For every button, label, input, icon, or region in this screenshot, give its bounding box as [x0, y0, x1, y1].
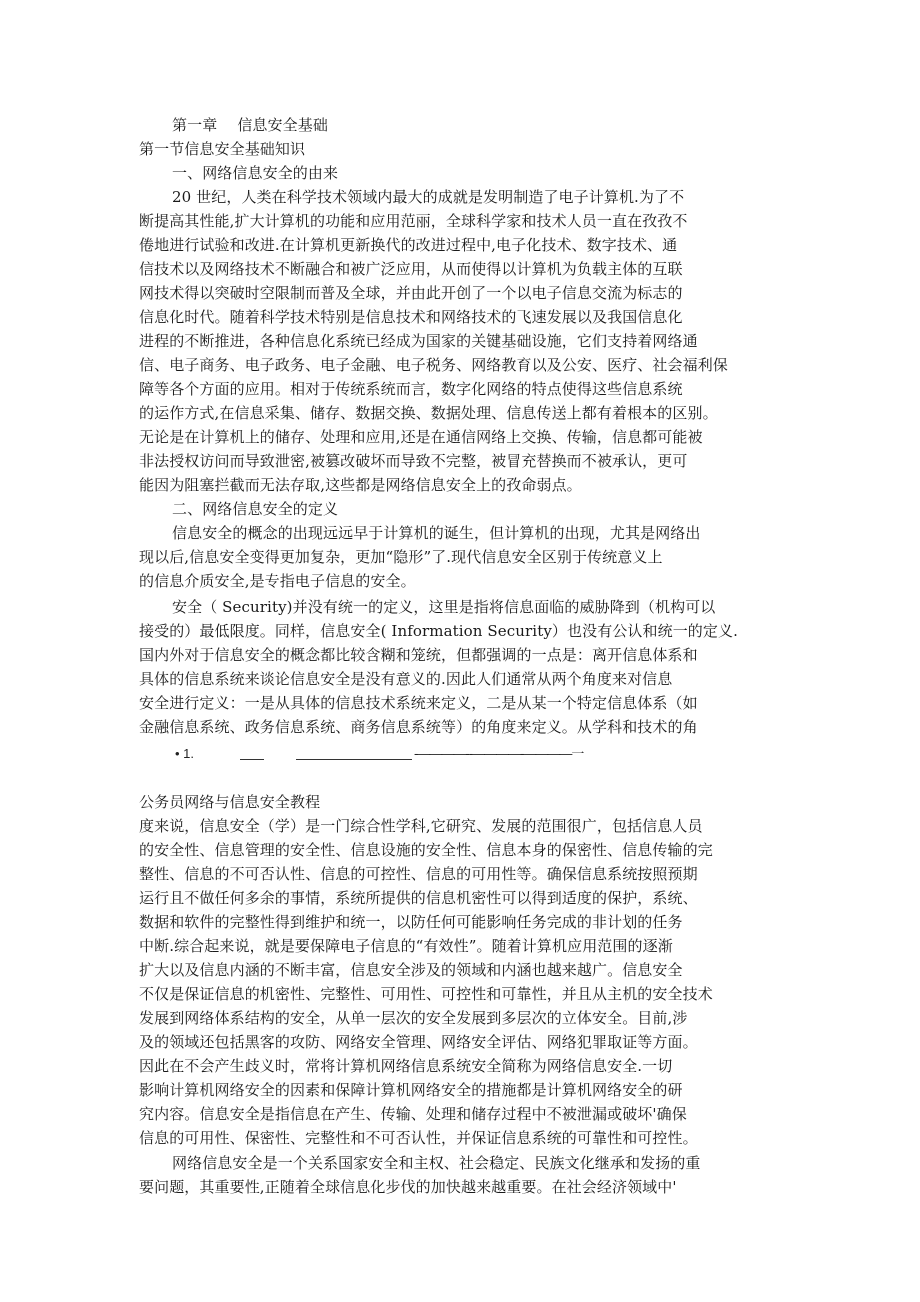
paragraph-line: 金融信息系统、政务信息系统、商务信息系统等）的角度来定义。从学科和技术的角: [139, 718, 698, 736]
chapter-heading: [172, 113, 812, 137]
paragraph-line: 具体的信息系统来谈论信息安全是没有意义的.因此人们通常从两个角度来对信息: [139, 670, 673, 688]
paragraph-line: 20 世纪，人类在科学技术领域内最大的成就是发明制造了电子计算机.为了不: [172, 188, 685, 206]
paragraph-line: 现以后,信息安全变得更加复杂，更加“隐形”了.现代信息安全区别于传统意义上: [139, 548, 663, 566]
paragraph-line: 扩大以及信息内涵的不断丰富，信息安全涉及的领域和内涵也越来越广。信息安全: [139, 961, 683, 979]
footer-dashes: -————--————-————一: [414, 746, 584, 761]
paragraph-line: 究内容。信息安全是指信息在产生、传输、处理和储存过程中不被泄漏或破坏'确保: [139, 1105, 687, 1123]
paragraph-line: 网络信息安全是一个关系国家安全和主权、社会稳定、民族文化继承和发扬的重: [172, 1154, 701, 1172]
paragraph-line: 无论是在计算机上的储存、处理和应用,还是在通信网络上交换、传输，信息都可能被: [139, 428, 703, 446]
paragraph-line: 整性、信息的不可否认性、信息的可控性、信息的可用性等。确保信息系统按照预期: [139, 865, 698, 883]
paragraph-line: 信息的可用性、保密性、完整性和不可否认性，并保证信息系统的可靠性和可控性。: [139, 1129, 698, 1147]
paragraph-line: 不仅是保证信息的机密性、完整性、可用性、可控性和可靠性，并且从主机的安全技术: [139, 985, 713, 1003]
footer-underline-short: [240, 749, 264, 760]
paragraph-line: 的安全性、信息管理的安全性、信息设施的安全性、信息本身的保密性、信息传输的完: [139, 841, 713, 859]
subsection-heading-definition: 二、网络信息安全的定义: [172, 500, 339, 518]
paragraph-line: 信息化时代。随着科学技术特别是信息技术和网络技术的飞速发展以及我国信息化: [139, 308, 683, 326]
running-title: 公务员网络与信息安全教程: [139, 793, 321, 811]
paragraph-line: 非法授权访问而导致泄密,被篡改破坏而导致不完整，被冒充替换而不被承认，更可: [139, 452, 688, 470]
paragraph-line: 信、电子商务、电子政务、电子金融、电子税务、网络教育以及公安、医疗、社会福利保: [139, 356, 728, 374]
paragraph-line: 接受的）最低限度。同样，信息安全( Information Security）也没有公认和统一的定义.: [139, 622, 738, 640]
paragraph-line: 的运作方式,在信息采集、储存、数据交换、数据处理、信息传送上都有着根本的区别。: [139, 404, 718, 422]
paragraph-line: 倦地进行试验和改进.在计算机更新换代的改进过程中,电子化技术、数字技术、通: [139, 236, 678, 254]
paragraph-line: 发展到网络体系结构的安全，从单一层次的安全发展到多层次的立体安全。目前,涉: [139, 1009, 688, 1027]
paragraph-line: 安全（ Security)并没有统一的定义，这里是指将信息面临的威胁降到（机构可以: [172, 598, 716, 616]
paragraph-line: 中断.综合起来说，就是要保障电子信息的“有效性”。随着计算机应用范围的逐渐: [139, 937, 673, 955]
paragraph-line: 进程的不断推进，各种信息化系统已经成为国家的关键基础设施，它们支持着网络通: [139, 332, 698, 350]
footer-marker: • 1.: [175, 746, 195, 761]
paragraph-line: 要问题，其重要性,正随着全球信息化步伐的加快越来越重要。在社会经济领域中': [139, 1178, 677, 1196]
paragraph-line: 网技术得以突破时空限制而普及全球，并由此开创了一个以电子信息交流为标志的: [139, 284, 683, 302]
subsection-heading-origin: 一、网络信息安全的由来: [172, 164, 339, 182]
paragraph-line: 数据和软件的完整性得到维护和统一，以防任何可能影响任务完成的非计划的任务: [139, 913, 683, 931]
page-footer: [175, 743, 655, 765]
paragraph-line: 的信息介质安全,是专指电子信息的安全。: [139, 572, 416, 590]
paragraph-line: 运行且不做任何多余的事情，系统所提供的信息机密性可以得到适度的保护，系统、: [139, 889, 698, 907]
section-title: 第一节信息安全基础知识: [139, 140, 306, 158]
paragraph-line: 安全进行定义：一是从具体的信息技术系统来定义，二是从某一个特定信息体系（如: [139, 694, 698, 712]
paragraph-line: 及的领域还包括黑客的攻防、网络安全管理、网络安全评估、网络犯罪取证等方面。: [139, 1033, 698, 1051]
chapter-title: 信息安全基础: [237, 116, 328, 134]
paragraph-line: 障等各个方面的应用。相对于传统系统而言，数字化网络的特点使得这些信息系统: [139, 380, 683, 398]
paragraph-line: 信息安全的概念的出现远远早于计算机的诞生，但计算机的出现，尤其是网络出: [172, 524, 701, 542]
paragraph-line: 因此在不会产生歧义时，常将计算机网络信息系统安全简称为网络信息安全.一切: [139, 1057, 673, 1075]
chapter-label: 第一章: [172, 116, 218, 134]
paragraph-line: 影响计算机网络安全的因素和保障计算机网络安全的措施都是计算机网络安全的研: [139, 1081, 683, 1099]
paragraph-line: 度来说，信息安全（学）是一门综合性学科,它研究、发展的范围很广，包括信息人员: [139, 817, 703, 835]
paragraph-line: 信技术以及网络技术不断融合和被广泛应用，从而使得以计算机为负载主体的互联: [139, 260, 683, 278]
paragraph-line: 断提高其性能,扩大计算机的功能和应用范丽，全球科学家和技术人员一直在孜孜不: [139, 212, 688, 230]
paragraph-line: 能因为阻塞拦截而无法存取,这些都是网络信息安全上的孜命弱点。: [139, 476, 582, 494]
paragraph-line: 国内外对于信息安全的概念都比较含糊和笼统，但都强调的一点是：离开信息体系和: [139, 646, 698, 664]
footer-underline-long: [296, 749, 412, 760]
